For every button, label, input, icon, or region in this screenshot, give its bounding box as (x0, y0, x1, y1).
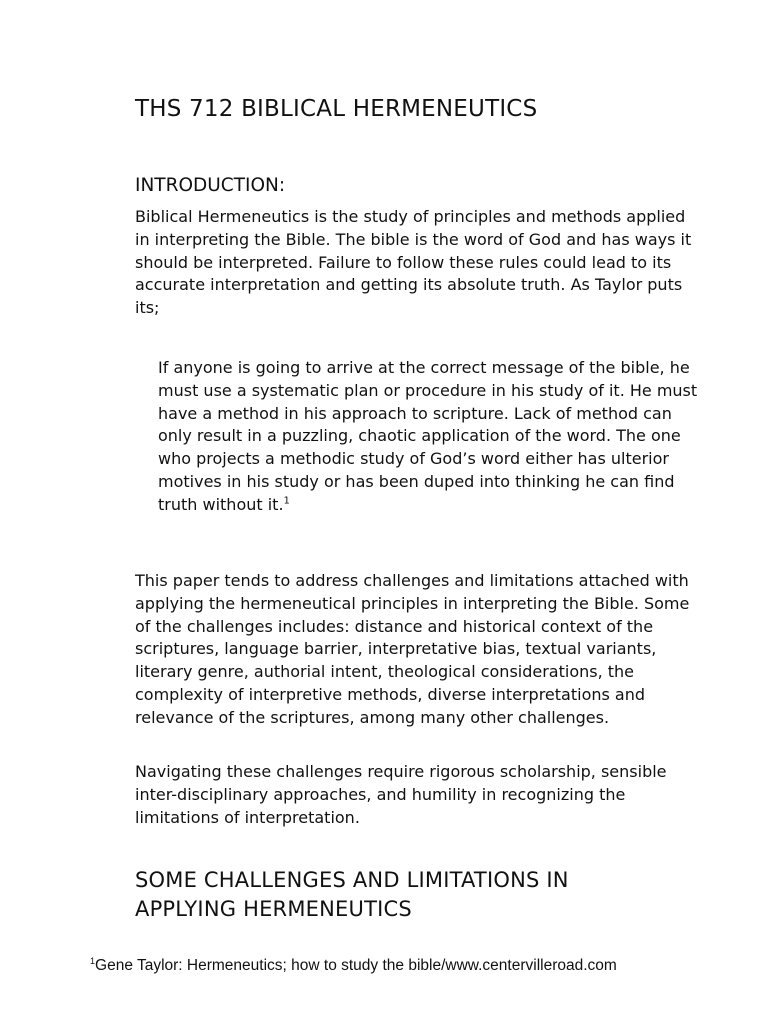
footnote (90, 955, 617, 977)
block-quote (158, 357, 698, 517)
navigating-paragraph: Navigating these challenges require rigorous scholarship, sensible inter-disciplinary approaches, and humility in recognizing the limitations of interpretation. (135, 762, 667, 827)
block-quote-text: If anyone is going to arrive at the correct message of the bible, he must use a systematic plan or procedure in his study of it. He must have a method in his approach to scripture. Lack of method can only result in a puzzling, chaotic application of the word. The one who projects a methodic study of God’s word either has ulterior motives in his study or has been duped into thinking he can find truth without it. (158, 358, 698, 514)
challenges-paragraph: This paper tends to address challenges and limitations attached with applying the hermeneutical principles in interpreting the Bible. Some of the challenges includes: distance and historical context of the scriptures, language barrier, interpretative bias, textual variants, literary genre, authorial intent, theological considerations, the complexity of interpretive methods, diverse interpretations and relevance of the scriptures, among many other challenges. (135, 571, 690, 727)
footnote-mark: 1 (90, 955, 96, 966)
footnote-text: Gene Taylor: Hermeneutics; how to study the bible/www.centervilleroad.com (95, 957, 617, 974)
intro-paragraph: Biblical Hermeneutics is the study of principles and methods applied in interpreting the Bible. The bible is the word of God and has ways it should be interpreted. Failure to follow these rules could lead to its accurate interpretation and getting its absolute truth. As Taylor puts its; (135, 207, 692, 318)
introduction-heading: INTRODUCTION: (135, 175, 286, 196)
document-title: THS 712 BIBLICAL HERMENEUTICS (135, 96, 538, 122)
section-heading: SOME CHALLENGES AND LIMITATIONS IN APPLYING HERMENEUTICS (135, 868, 569, 921)
footnote-reference[interactable]: 1 (283, 495, 290, 507)
